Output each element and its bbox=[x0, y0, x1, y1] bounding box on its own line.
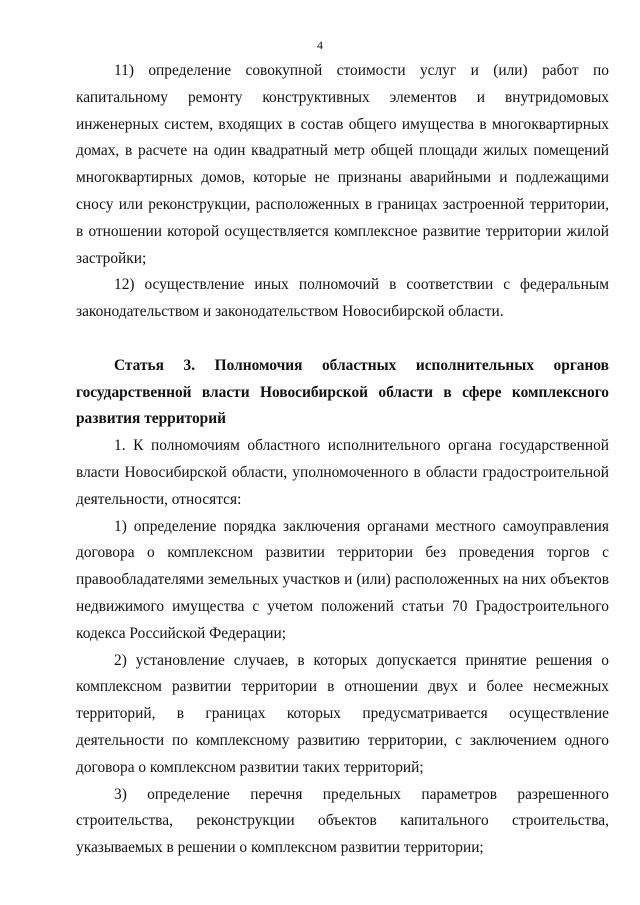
section-spacer bbox=[76, 326, 609, 353]
article-3-heading: Статья 3. Полномочия областных исполнительных органов государственной власти Новосибирской области в сфере комплексного развития территорий bbox=[76, 356, 609, 428]
article-3-item-1-paragraph: 1) определение порядка заключения органами местного самоуправления договора о комплексном развитии территории без проведения торгов с правообладателями земельных участков и (или) расположенных на них объектов недвижимого имущества с учетом положений статьи 70 Градостроительного кодекса Российской Федерации; bbox=[76, 517, 609, 642]
page-number: 4 bbox=[317, 38, 323, 52]
document-body bbox=[76, 58, 609, 862]
item-11-paragraph: 11) определение совокупной стоимости услуг и (или) работ по капитальному ремонту конструктивных элементов и внутридомовых инженерных систем, входящих в состав общего имущества в многоквартирных домах, в расчете на один квадратный метр общей площади жилых помещений многоквартирных домов, которые не признаны аварийными и подлежащими сносу или реконструкции, расположенных в границах застроенной территории, в отношении которой осуществляется комплексное развитие территории жилой застройки; bbox=[76, 62, 609, 267]
part-1-intro-paragraph: 1. К полномочиям областного исполнительного органа государственной власти Новосибирской области, уполномоченного в области градостроительной деятельности, относятся: bbox=[76, 437, 609, 508]
article-3-item-2-paragraph: 2) установление случаев, в которых допускается принятие решения о комплексном развитии территории в отношении двух и более несмежных территорий, в границах которых предусматривается осуществление деятельности по комплексному развитию территории, с заключением одного договора о комплексном развитии таких территорий; bbox=[76, 651, 609, 776]
item-12-paragraph: 12) осуществление иных полномочий в соответствии с федеральным законодательством и законодательством Новосибирской области. bbox=[76, 276, 609, 321]
article-3-item-3-paragraph: 3) определение перечня предельных параметров разрешенного строительства, реконструкции объектов капитального строительства, указываемых в решении о комплексном развитии территории; bbox=[76, 785, 609, 857]
